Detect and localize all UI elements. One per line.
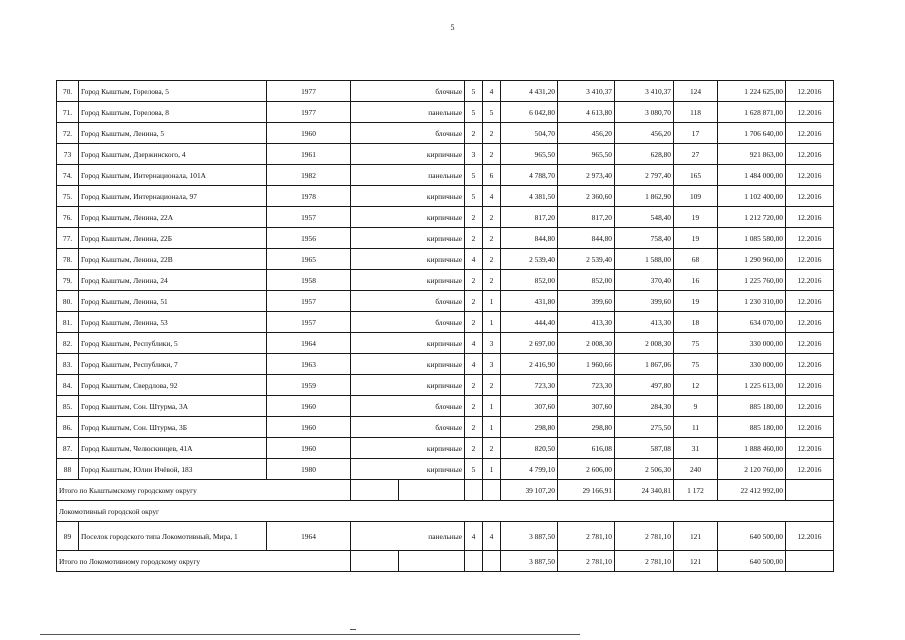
row-number: 80. xyxy=(57,291,79,312)
row-area-2: 2 360,60 xyxy=(558,186,615,207)
row-cost: 2 120 760,00 xyxy=(718,459,786,480)
row-floors: 2 xyxy=(465,375,483,396)
row-area-3: 1 588,00 xyxy=(615,249,674,270)
row-area-1: 852,00 xyxy=(501,270,558,291)
total-label: Итого по Кыштымскому городскому округу xyxy=(57,480,351,501)
row-address: Город Кыштым, Ленина, 24 xyxy=(79,270,267,291)
row-year: 1960 xyxy=(267,123,351,144)
row-floors: 2 xyxy=(465,270,483,291)
table-row xyxy=(57,438,834,459)
row-material: панельные xyxy=(351,102,465,123)
table-row xyxy=(57,186,834,207)
row-area-2: 1 960,66 xyxy=(558,354,615,375)
row-material: кирпичные xyxy=(351,228,465,249)
row-residents: 11 xyxy=(674,417,718,438)
total-area-1: 3 887,50 xyxy=(501,551,558,572)
row-area-1: 4 799,10 xyxy=(501,459,558,480)
table-row xyxy=(57,102,834,123)
row-entrances: 2 xyxy=(483,123,501,144)
row-cost: 1 102 400,00 xyxy=(718,186,786,207)
row-year: 1960 xyxy=(267,396,351,417)
row-material: кирпичные xyxy=(351,438,465,459)
row-cost: 330 000,00 xyxy=(718,333,786,354)
row-number: 89 xyxy=(57,522,79,551)
row-material: блочные xyxy=(351,291,465,312)
row-year: 1982 xyxy=(267,165,351,186)
row-date: 12.2016 xyxy=(786,417,834,438)
row-date: 12.2016 xyxy=(786,207,834,228)
total-area-2: 29 166,91 xyxy=(558,480,615,501)
row-entrances: 2 xyxy=(483,375,501,396)
table-row xyxy=(57,291,834,312)
row-area-2: 456,20 xyxy=(558,123,615,144)
row-floors: 2 xyxy=(465,396,483,417)
total-area-3: 24 340,81 xyxy=(615,480,674,501)
row-residents: 165 xyxy=(674,165,718,186)
section-row-lokomotivny xyxy=(57,501,834,522)
row-entrances: 2 xyxy=(483,144,501,165)
total-residents: 121 xyxy=(674,551,718,572)
row-year: 1964 xyxy=(267,522,351,551)
row-entrances: 4 xyxy=(483,522,501,551)
table-row xyxy=(57,459,834,480)
row-material: панельные xyxy=(351,522,465,551)
row-date: 12.2016 xyxy=(786,333,834,354)
row-number: 79. xyxy=(57,270,79,291)
table-body xyxy=(57,81,834,572)
row-floors: 3 xyxy=(465,144,483,165)
row-residents: 31 xyxy=(674,438,718,459)
row-cost: 1 225 613,00 xyxy=(718,375,786,396)
row-area-1: 444,40 xyxy=(501,312,558,333)
row-residents: 18 xyxy=(674,312,718,333)
row-area-2: 413,30 xyxy=(558,312,615,333)
row-address: Город Кыштым, Горелова, 5 xyxy=(79,81,267,102)
row-entrances: 4 xyxy=(483,81,501,102)
page-number: 5 xyxy=(450,23,455,32)
row-year: 1978 xyxy=(267,186,351,207)
row-area-2: 616,08 xyxy=(558,438,615,459)
row-year: 1963 xyxy=(267,354,351,375)
table-row xyxy=(57,522,834,551)
row-year: 1977 xyxy=(267,81,351,102)
row-cost: 330 000,00 xyxy=(718,354,786,375)
row-residents: 9 xyxy=(674,396,718,417)
row-area-1: 6 042,80 xyxy=(501,102,558,123)
row-year: 1957 xyxy=(267,312,351,333)
row-cost: 885 180,00 xyxy=(718,417,786,438)
row-number: 74. xyxy=(57,165,79,186)
row-area-3: 1 862,90 xyxy=(615,186,674,207)
row-number: 87. xyxy=(57,438,79,459)
row-material: кирпичные xyxy=(351,375,465,396)
row-area-2: 4 613,80 xyxy=(558,102,615,123)
row-number: 71. xyxy=(57,102,79,123)
footer-divider xyxy=(40,634,580,636)
row-area-1: 2 539,40 xyxy=(501,249,558,270)
row-year: 1957 xyxy=(267,207,351,228)
row-area-3: 2 781,10 xyxy=(615,522,674,551)
row-area-3: 413,30 xyxy=(615,312,674,333)
row-material: блочные xyxy=(351,123,465,144)
table-row xyxy=(57,354,834,375)
row-address: Город Кыштым, Республики, 7 xyxy=(79,354,267,375)
row-date: 12.2016 xyxy=(786,186,834,207)
row-number: 84. xyxy=(57,375,79,396)
row-year: 1958 xyxy=(267,270,351,291)
total-cost: 22 412 992,00 xyxy=(718,480,786,501)
row-year: 1956 xyxy=(267,228,351,249)
row-date: 12.2016 xyxy=(786,144,834,165)
table-row xyxy=(57,333,834,354)
table-row xyxy=(57,81,834,102)
row-date: 12.2016 xyxy=(786,228,834,249)
row-address: Город Кыштым, Горелова, 8 xyxy=(79,102,267,123)
row-date: 12.2016 xyxy=(786,291,834,312)
row-residents: 17 xyxy=(674,123,718,144)
row-area-3: 2 797,40 xyxy=(615,165,674,186)
row-cost: 1 706 640,00 xyxy=(718,123,786,144)
row-area-1: 504,70 xyxy=(501,123,558,144)
row-number: 83. xyxy=(57,354,79,375)
row-cost: 634 070,00 xyxy=(718,312,786,333)
row-area-1: 965,50 xyxy=(501,144,558,165)
row-year: 1977 xyxy=(267,102,351,123)
row-date: 12.2016 xyxy=(786,522,834,551)
row-date: 12.2016 xyxy=(786,459,834,480)
row-cost: 1 224 625,00 xyxy=(718,81,786,102)
row-date: 12.2016 xyxy=(786,354,834,375)
row-cost: 1 225 760,00 xyxy=(718,270,786,291)
row-address: Город Кыштым, Юлии Ичёвой, 183 xyxy=(79,459,267,480)
row-year: 1965 xyxy=(267,249,351,270)
row-area-3: 3 410,37 xyxy=(615,81,674,102)
row-area-2: 2 606,00 xyxy=(558,459,615,480)
row-entrances: 3 xyxy=(483,354,501,375)
row-area-1: 4 431,20 xyxy=(501,81,558,102)
total-row-kyshtym xyxy=(57,480,834,501)
row-area-1: 4 381,50 xyxy=(501,186,558,207)
row-residents: 27 xyxy=(674,144,718,165)
row-area-3: 628,80 xyxy=(615,144,674,165)
row-floors: 5 xyxy=(465,81,483,102)
row-material: кирпичные xyxy=(351,270,465,291)
row-area-2: 817,20 xyxy=(558,207,615,228)
row-material: кирпичные xyxy=(351,186,465,207)
table-row xyxy=(57,228,834,249)
row-entrances: 3 xyxy=(483,333,501,354)
row-entrances: 1 xyxy=(483,417,501,438)
row-floors: 4 xyxy=(465,333,483,354)
row-area-2: 307,60 xyxy=(558,396,615,417)
row-address: Город Кыштым, Республики, 5 xyxy=(79,333,267,354)
table-row xyxy=(57,396,834,417)
row-residents: 121 xyxy=(674,522,718,551)
row-entrances: 6 xyxy=(483,165,501,186)
row-entrances: 1 xyxy=(483,291,501,312)
row-entrances: 2 xyxy=(483,270,501,291)
row-number: 75. xyxy=(57,186,79,207)
row-area-3: 1 867,06 xyxy=(615,354,674,375)
row-address: Город Кыштым, Интернационала, 101А xyxy=(79,165,267,186)
row-area-1: 3 887,50 xyxy=(501,522,558,551)
row-cost: 1 085 580,00 xyxy=(718,228,786,249)
row-year: 1959 xyxy=(267,375,351,396)
row-area-3: 2 008,30 xyxy=(615,333,674,354)
row-cost: 921 863,00 xyxy=(718,144,786,165)
row-cost: 1 212 720,00 xyxy=(718,207,786,228)
row-cost: 885 180,00 xyxy=(718,396,786,417)
total-residents: 1 172 xyxy=(674,480,718,501)
row-area-2: 844,80 xyxy=(558,228,615,249)
row-cost: 640 500,00 xyxy=(718,522,786,551)
row-area-2: 2 973,40 xyxy=(558,165,615,186)
row-area-3: 3 080,70 xyxy=(615,102,674,123)
table-row xyxy=(57,144,834,165)
row-material: кирпичные xyxy=(351,249,465,270)
row-area-3: 284,30 xyxy=(615,396,674,417)
row-residents: 240 xyxy=(674,459,718,480)
row-date: 12.2016 xyxy=(786,165,834,186)
row-number: 72. xyxy=(57,123,79,144)
row-floors: 5 xyxy=(465,186,483,207)
table-row xyxy=(57,375,834,396)
row-area-3: 399,60 xyxy=(615,291,674,312)
row-area-1: 844,80 xyxy=(501,228,558,249)
row-number: 85. xyxy=(57,396,79,417)
row-entrances: 5 xyxy=(483,102,501,123)
row-address: Город Кыштым, Ленина, 22А xyxy=(79,207,267,228)
total-area-2: 2 781,10 xyxy=(558,551,615,572)
row-area-1: 4 788,70 xyxy=(501,165,558,186)
row-residents: 75 xyxy=(674,333,718,354)
row-residents: 16 xyxy=(674,270,718,291)
row-area-1: 820,50 xyxy=(501,438,558,459)
housing-register-table xyxy=(56,80,834,572)
row-date: 12.2016 xyxy=(786,270,834,291)
row-number: 77. xyxy=(57,228,79,249)
row-area-1: 723,30 xyxy=(501,375,558,396)
row-area-1: 431,80 xyxy=(501,291,558,312)
row-entrances: 1 xyxy=(483,396,501,417)
row-floors: 2 xyxy=(465,228,483,249)
row-area-2: 2 008,30 xyxy=(558,333,615,354)
row-number: 76. xyxy=(57,207,79,228)
row-floors: 2 xyxy=(465,312,483,333)
row-residents: 118 xyxy=(674,102,718,123)
row-date: 12.2016 xyxy=(786,123,834,144)
section-label: Локомотивный городской округ xyxy=(57,501,834,522)
row-entrances: 1 xyxy=(483,459,501,480)
row-material: кирпичные xyxy=(351,354,465,375)
row-cost: 1 484 000,00 xyxy=(718,165,786,186)
row-area-3: 497,80 xyxy=(615,375,674,396)
row-floors: 4 xyxy=(465,354,483,375)
row-area-3: 275,50 xyxy=(615,417,674,438)
row-date: 12.2016 xyxy=(786,396,834,417)
row-address: Город Кыштым, Ленина, 53 xyxy=(79,312,267,333)
row-date: 12.2016 xyxy=(786,375,834,396)
total-label: Итого по Локомотивному городскому округу xyxy=(57,551,351,572)
row-area-2: 965,50 xyxy=(558,144,615,165)
row-area-3: 548,40 xyxy=(615,207,674,228)
row-area-2: 399,60 xyxy=(558,291,615,312)
row-cost: 1 628 871,00 xyxy=(718,102,786,123)
row-date: 12.2016 xyxy=(786,312,834,333)
row-number: 73 xyxy=(57,144,79,165)
row-year: 1957 xyxy=(267,291,351,312)
row-material: блочные xyxy=(351,396,465,417)
row-number: 86. xyxy=(57,417,79,438)
row-entrances: 2 xyxy=(483,228,501,249)
row-area-2: 2 781,10 xyxy=(558,522,615,551)
row-material: кирпичные xyxy=(351,207,465,228)
row-material: блочные xyxy=(351,312,465,333)
row-address: Город Кыштым, Ленина, 22Б xyxy=(79,228,267,249)
row-year: 1980 xyxy=(267,459,351,480)
row-area-2: 852,00 xyxy=(558,270,615,291)
row-floors: 2 xyxy=(465,207,483,228)
row-area-1: 307,60 xyxy=(501,396,558,417)
row-floors: 4 xyxy=(465,249,483,270)
row-number: 82. xyxy=(57,333,79,354)
row-material: панельные xyxy=(351,165,465,186)
row-material: кирпичные xyxy=(351,144,465,165)
total-area-1: 39 107,20 xyxy=(501,480,558,501)
row-address: Город Кыштым, Челюскинцев, 41А xyxy=(79,438,267,459)
table-row xyxy=(57,123,834,144)
row-entrances: 1 xyxy=(483,312,501,333)
row-date: 12.2016 xyxy=(786,81,834,102)
row-floors: 2 xyxy=(465,123,483,144)
table-row xyxy=(57,417,834,438)
row-address: Город Кыштым, Сон. Штурма, 3А xyxy=(79,396,267,417)
table-row xyxy=(57,165,834,186)
row-date: 12.2016 xyxy=(786,102,834,123)
row-residents: 19 xyxy=(674,291,718,312)
row-area-1: 2 697,00 xyxy=(501,333,558,354)
row-year: 1964 xyxy=(267,333,351,354)
row-material: кирпичные xyxy=(351,333,465,354)
row-floors: 5 xyxy=(465,165,483,186)
row-date: 12.2016 xyxy=(786,438,834,459)
row-area-2: 723,30 xyxy=(558,375,615,396)
row-entrances: 4 xyxy=(483,186,501,207)
row-entrances: 2 xyxy=(483,249,501,270)
row-residents: 19 xyxy=(674,228,718,249)
row-number: 70. xyxy=(57,81,79,102)
row-address: Город Кыштым, Интернационала, 97 xyxy=(79,186,267,207)
row-floors: 2 xyxy=(465,417,483,438)
row-area-1: 2 416,90 xyxy=(501,354,558,375)
row-number: 78. xyxy=(57,249,79,270)
row-year: 1960 xyxy=(267,417,351,438)
row-floors: 2 xyxy=(465,291,483,312)
row-floors: 5 xyxy=(465,102,483,123)
row-area-3: 456,20 xyxy=(615,123,674,144)
row-residents: 124 xyxy=(674,81,718,102)
row-residents: 68 xyxy=(674,249,718,270)
row-material: кирпичные xyxy=(351,459,465,480)
row-area-3: 2 506,30 xyxy=(615,459,674,480)
row-residents: 19 xyxy=(674,207,718,228)
row-cost: 1 290 960,00 xyxy=(718,249,786,270)
table-row xyxy=(57,270,834,291)
row-cost: 1 230 310,00 xyxy=(718,291,786,312)
row-area-1: 817,20 xyxy=(501,207,558,228)
row-area-2: 298,80 xyxy=(558,417,615,438)
row-floors: 2 xyxy=(465,438,483,459)
row-area-1: 298,80 xyxy=(501,417,558,438)
row-number: 88 xyxy=(57,459,79,480)
row-entrances: 2 xyxy=(483,438,501,459)
row-address: Поселок городского типа Локомотивный, Мира, 1 xyxy=(79,522,267,551)
row-cost: 1 888 460,00 xyxy=(718,438,786,459)
row-address: Город Кыштым, Ленина, 22В xyxy=(79,249,267,270)
row-area-2: 3 410,37 xyxy=(558,81,615,102)
table-row xyxy=(57,312,834,333)
row-material: блочные xyxy=(351,417,465,438)
row-address: Город Кыштым, Ленина, 51 xyxy=(79,291,267,312)
row-date: 12.2016 xyxy=(786,249,834,270)
row-area-3: 587,08 xyxy=(615,438,674,459)
row-year: 1961 xyxy=(267,144,351,165)
total-cost: 640 500,00 xyxy=(718,551,786,572)
row-address: Город Кыштым, Ленина, 5 xyxy=(79,123,267,144)
footer-mark xyxy=(350,629,356,631)
table-row xyxy=(57,249,834,270)
row-number: 81. xyxy=(57,312,79,333)
row-floors: 5 xyxy=(465,459,483,480)
row-floors: 4 xyxy=(465,522,483,551)
total-area-3: 2 781,10 xyxy=(615,551,674,572)
table-row xyxy=(57,207,834,228)
row-area-3: 758,40 xyxy=(615,228,674,249)
row-area-2: 2 539,40 xyxy=(558,249,615,270)
row-entrances: 2 xyxy=(483,207,501,228)
total-row-lokomotivny xyxy=(57,551,834,572)
row-residents: 109 xyxy=(674,186,718,207)
row-area-3: 370,40 xyxy=(615,270,674,291)
row-address: Город Кыштым, Свердлова, 92 xyxy=(79,375,267,396)
row-residents: 75 xyxy=(674,354,718,375)
row-material: блочные xyxy=(351,81,465,102)
row-year: 1960 xyxy=(267,438,351,459)
row-address: Город Кыштым, Сон. Штурма, 3Б xyxy=(79,417,267,438)
row-address: Город Кыштым, Дзержинского, 4 xyxy=(79,144,267,165)
row-residents: 12 xyxy=(674,375,718,396)
